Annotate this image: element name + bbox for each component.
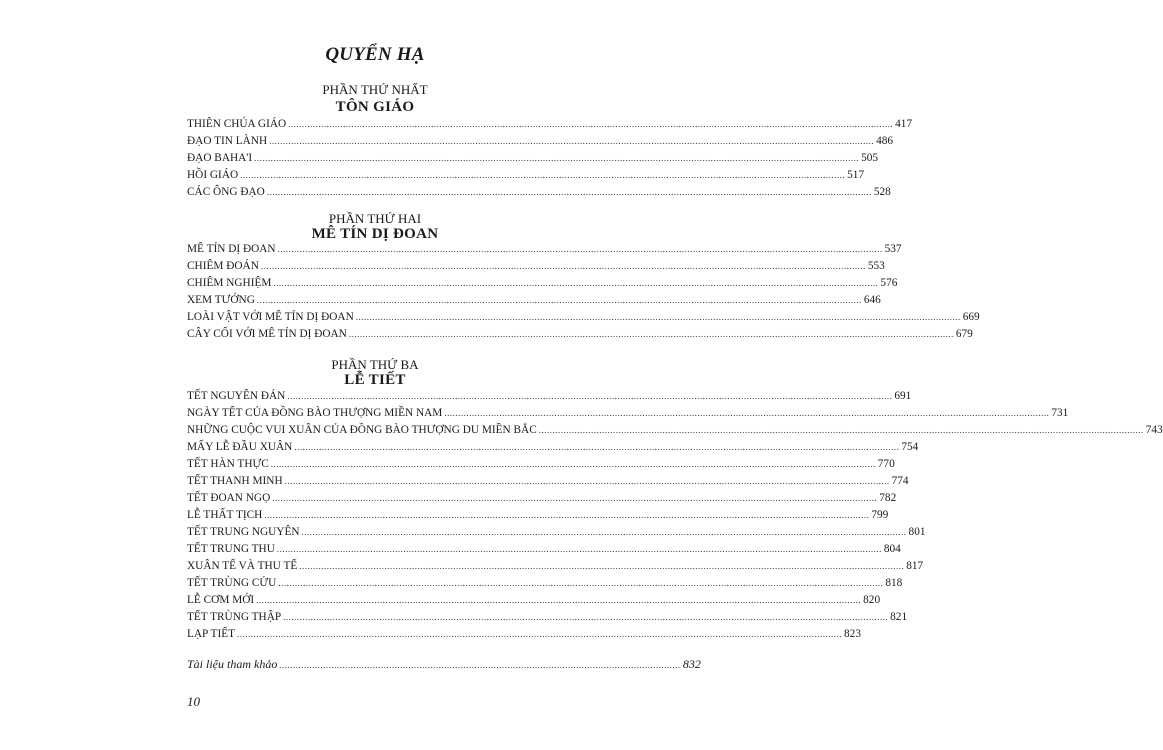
volume-title: QUYỂN HẠ [325,44,425,65]
toc-entry-title: TẾT ĐOAN NGỌ [187,492,271,504]
toc-entry-title: MÊ TÍN DỊ ĐOAN [187,243,276,255]
section-label-1: PHẦN THỨ NHẤT [322,82,428,97]
leader-dots: ............................................................................................................................................................................................................................ [260,261,866,271]
toc-entry[interactable] [187,169,865,186]
references-title: Tài liệu tham khảo [187,657,278,671]
toc-entry-page: 818 [885,577,903,589]
section-label-3: PHẦN THỨ BA [331,357,419,372]
toc-entry-title: CÁC ÔNG ĐẠO [187,186,265,198]
toc-entry[interactable] [187,509,889,526]
leader-dots: ............................................................................................................................................................................................................................ [299,561,905,571]
toc-entry[interactable] [187,492,897,509]
leader-dots: ............................................................................................................................................................................................................................ [277,244,883,254]
toc-entry[interactable] [187,152,879,169]
toc-entry-title: THIÊN CHÚA GIÁO [187,118,287,130]
leader-dots: .................................................................................................................................................. [279,660,681,670]
toc-entry-title: ĐẠO TIN LÀNH [187,135,268,147]
toc-entry-title: TẾT TRUNG THU [187,543,275,555]
leader-dots: ............................................................................................................................................................................................................................ [294,442,900,452]
toc-entry[interactable] [187,458,895,475]
toc-entry-title: TẾT NGUYÊN ĐÁN [187,390,286,402]
toc-section-2 [187,243,980,345]
toc-entry-title: CHIÊM ĐOÁN [187,260,259,272]
toc-entry[interactable] [187,628,861,645]
leader-dots: ............................................................................................................................................................................................................................ [444,408,1050,418]
leader-dots: ............................................................................................................................................................................................................................ [276,544,882,554]
toc-entry-title: XEM TƯỚNG [187,294,255,306]
toc-entry[interactable] [187,186,891,203]
toc-entry[interactable] [187,441,919,458]
toc-entry-page: 553 [867,260,885,272]
leader-dots: ............................................................................................................................................................................................................................ [348,329,954,339]
toc-entry[interactable] [187,243,902,260]
toc-entry-page: 782 [879,492,897,504]
toc-entry-page: 679 [955,328,973,340]
toc-entry-title: TẾT TRÙNG THẬP [187,611,282,623]
toc-entry-page: 823 [844,628,861,640]
leader-dots: ............................................................................................................................................................................................................................ [538,425,1144,435]
toc-entry-page: 517 [847,169,865,181]
toc-entry[interactable] [187,260,885,277]
toc-entry-title: LỄ CƠM MỚI [187,594,255,606]
section-title-1: TÔN GIÁO [335,99,415,115]
toc-entry-page: 821 [890,611,908,623]
leader-dots: ............................................................................................................................................................................................................................ [355,312,961,322]
references-entry[interactable] [187,657,701,674]
toc-entry-title: MẤY LỄ ĐẦU XUÂN [187,441,293,453]
page-number: 10 [187,694,200,709]
toc-entry-page: 691 [894,390,912,402]
toc-entry-page: 804 [883,543,901,555]
leader-dots: ............................................................................................................................................................................................................................ [288,119,894,129]
leader-dots: ............................................................................................................................................................................................................................ [283,612,889,622]
toc-entry-page: 646 [863,294,881,306]
toc-entry[interactable] [187,424,1163,441]
toc-entry-page: 774 [891,475,909,487]
toc-entry-title: TẾT TRUNG NGUYÊN [187,526,300,538]
leader-dots: ............................................................................................................................................................................................................................ [278,578,884,588]
leader-dots: ............................................................................................................................................................................................................................ [287,391,893,401]
toc-entry-page: 669 [962,311,980,323]
leader-dots: ............................................................................................................................................................................................................................ [269,136,875,146]
toc-entry-title: NHỮNG CUỘC VUI XUÂN CỦA ĐỒNG BÀO THƯỢNG DU MIỀN BẮC [187,424,537,436]
leader-dots: ............................................................................................................................................................................................................................ [284,476,890,486]
toc-entry-title: HỒI GIÁO [187,169,239,181]
toc-entry[interactable] [187,118,913,135]
toc-entry[interactable] [187,526,926,543]
toc-entry[interactable] [187,543,901,560]
toc-entry-page: 817 [906,560,924,572]
toc-entry-title: CÂY CỐI VỚI MÊ TÍN DỊ ĐOAN [187,328,347,340]
toc-section-1 [187,118,913,203]
toc-entry-page: 770 [877,458,895,470]
toc-entry-page: 576 [880,277,898,289]
toc-entry-page: 801 [908,526,926,538]
toc-section-3 [187,390,1163,645]
leader-dots: ............................................................................................................................................................................................................................ [270,459,876,469]
toc-entry-page: 731 [1051,407,1069,419]
toc-entry[interactable] [187,311,980,328]
toc-entry[interactable] [187,390,912,407]
leader-dots: ............................................................................................................................................................................................................................ [266,187,872,197]
toc-entry-title: TẾT HÀN THỰC [187,458,269,470]
toc-entry-page: 417 [895,118,913,130]
toc-entry[interactable] [187,407,1069,424]
toc-entry-page: 820 [863,594,881,606]
leader-dots: ............................................................................................................................................................................................................................ [264,510,870,520]
section-title-2: MÊ TÍN DỊ ĐOAN [311,226,439,242]
toc-entry-page: 754 [901,441,919,453]
leader-dots: ............................................................................................................................................................................................................................ [256,295,862,305]
toc-entry-page: 799 [871,509,889,521]
toc-entry[interactable] [187,577,903,594]
toc-entry[interactable] [187,560,924,577]
toc-entry-page: 537 [884,243,902,255]
toc-entry-title: LOÀI VẬT VỚI MÊ TÍN DỊ ĐOAN [187,311,354,323]
toc-entry-title: LỄ THẤT TỊCH [187,509,263,521]
toc-entry-title: XUÂN TẾ VÀ THU TẾ [187,560,298,572]
toc-entry-page: 743 [1145,424,1163,436]
references-page: 832 [682,657,701,671]
toc-entry-title: TẾT TRÙNG CỬU [187,577,277,589]
section-title-3: LỄ TIẾT [344,372,406,388]
toc-entry-title: ĐẠO BAHA'I [187,152,253,164]
toc-entry[interactable] [187,277,898,294]
toc-entry[interactable] [187,294,881,311]
leader-dots: ............................................................................................................................................................................................................................ [301,527,907,537]
toc-entry-title: LẠP TIẾT [187,628,236,640]
leader-dots: ............................................................................................................................................................................................................................ [240,170,846,180]
toc-entry-page: 486 [876,135,894,147]
toc-entry[interactable] [187,611,908,628]
toc-entry-title: CHIÊM NGHIỆM [187,277,272,289]
toc-entry-page: 505 [861,152,879,164]
leader-dots: ............................................................................................................................................................................................................................ [273,278,879,288]
toc-entry[interactable] [187,594,881,611]
toc-entry[interactable] [187,135,894,152]
toc-entry-title: TẾT THANH MINH [187,475,283,487]
toc-entry[interactable] [187,475,909,492]
toc-entry-page: 528 [873,186,891,198]
toc-entry-title: NGÀY TẾT CỦA ĐỒNG BÀO THƯỢNG MIỀN NAM [187,407,443,419]
leader-dots: ............................................................................................................................................................................................................................ [272,493,878,503]
section-label-2: PHẦN THỨ HAI [328,211,422,226]
leader-dots: ............................................................................................................................................................................................................................ [256,595,862,605]
leader-dots: ............................................................................................................................................................................................................................ [254,153,860,163]
toc-entry[interactable] [187,328,973,345]
leader-dots: ............................................................................................................................................................................................................................ [237,629,843,639]
